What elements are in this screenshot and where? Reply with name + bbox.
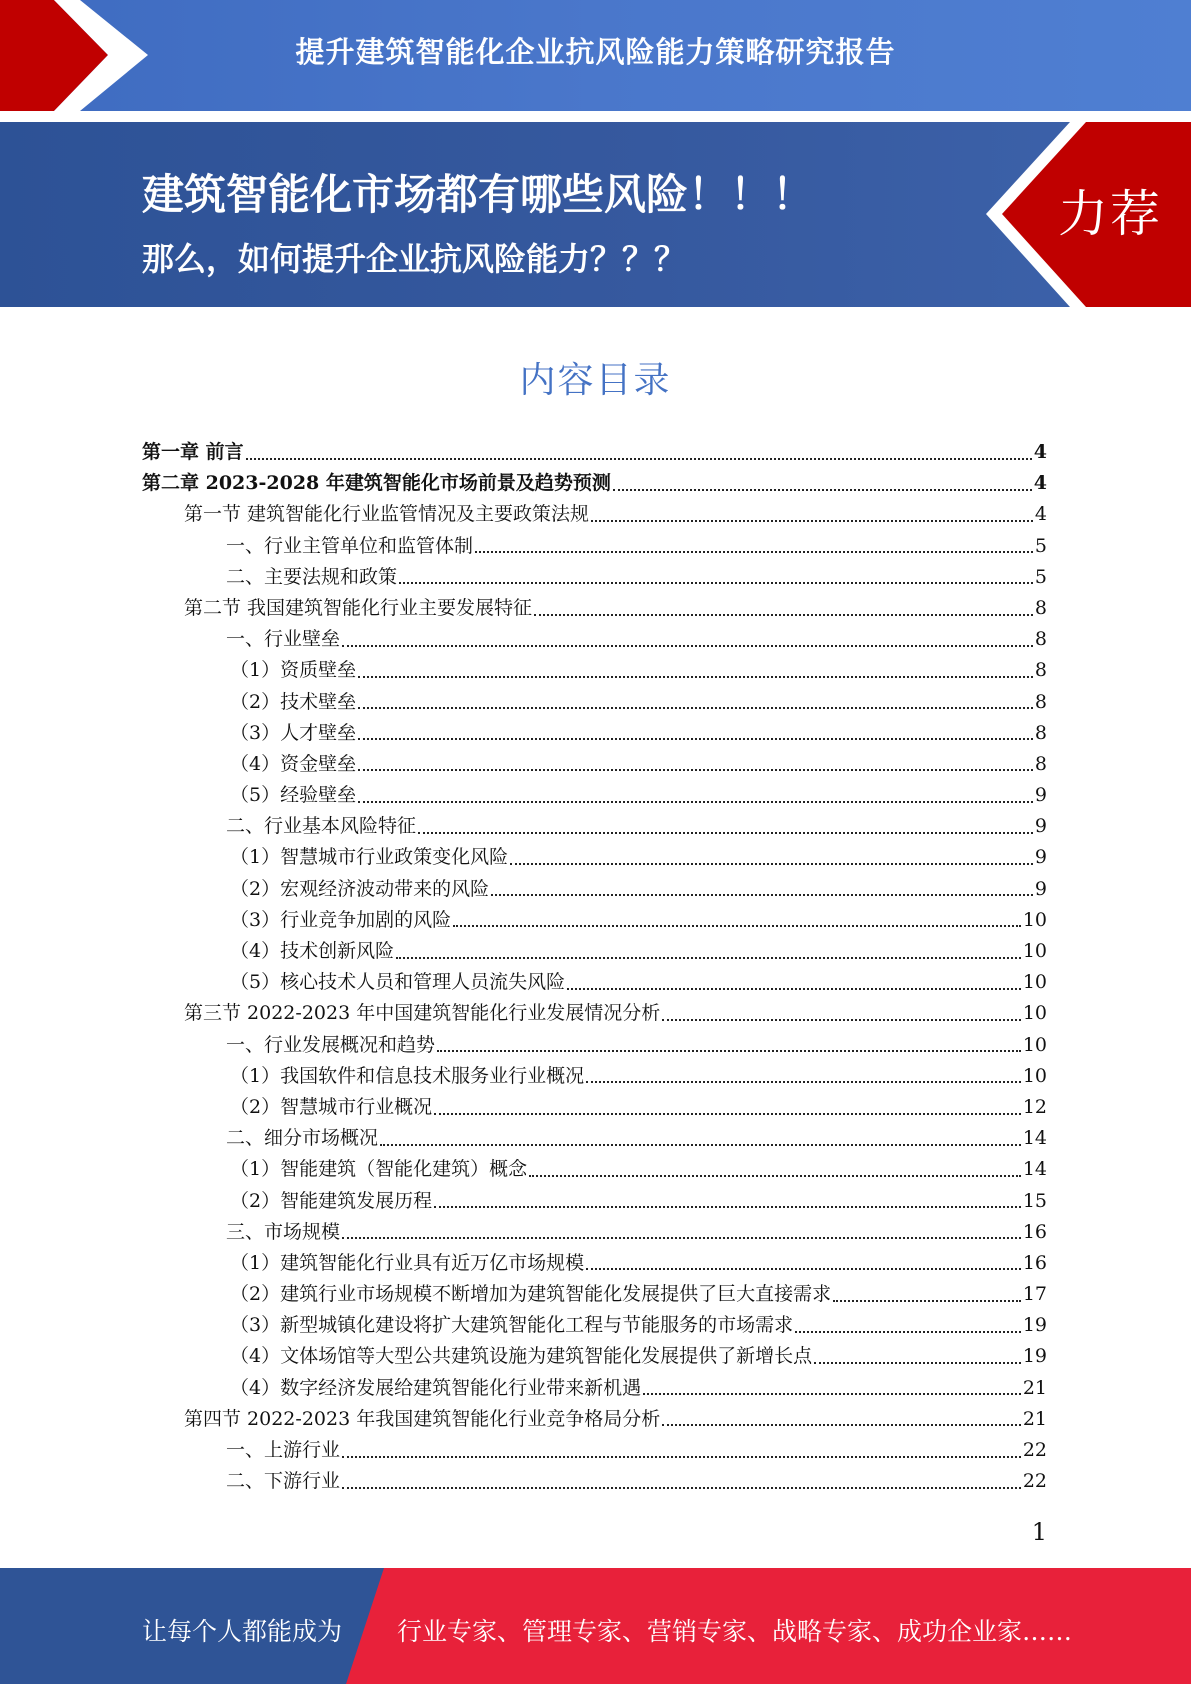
- toc-entry-page: 14: [1022, 1158, 1047, 1181]
- toc-entry[interactable]: [142, 842, 1047, 873]
- toc-entry-page: 4: [1034, 503, 1047, 526]
- toc-entry[interactable]: [142, 1279, 1047, 1310]
- toc-entry-title: 一、行业发展概况和趋势: [226, 1033, 436, 1056]
- toc-dot-leader: [591, 520, 1033, 522]
- toc-entry-page: 8: [1034, 721, 1047, 744]
- toc-dot-leader: [491, 894, 1033, 896]
- toc-entry[interactable]: [142, 1154, 1047, 1185]
- toc-entry-title: （1）我国软件和信息技术服务业行业概况: [230, 1064, 585, 1087]
- toc-entry[interactable]: [142, 655, 1047, 686]
- toc-title: 内容目录: [519, 360, 672, 401]
- toc-entry-page: 19: [1022, 1314, 1047, 1337]
- toc-entry-title: 二、细分市场概况: [226, 1127, 379, 1150]
- toc-dot-leader: [643, 1393, 1021, 1395]
- toc-entry[interactable]: [142, 1435, 1047, 1466]
- toc-entry-page: 9: [1034, 877, 1047, 900]
- toc-entry[interactable]: [142, 967, 1047, 998]
- toc-entry-page: 8: [1034, 690, 1047, 713]
- toc-entry-page: 21: [1022, 1376, 1047, 1399]
- toc-entry-title: 第二节 我国建筑智能化行业主要发展特征: [184, 596, 533, 619]
- banner-headline: 建筑智能化市场都有哪些风险！！！: [142, 170, 815, 219]
- toc-entry[interactable]: [142, 531, 1047, 562]
- toc-entry-title: （2）技术壁垒: [230, 690, 357, 713]
- toc-entry-page: 5: [1034, 534, 1047, 557]
- toc-entry[interactable]: [142, 1248, 1047, 1279]
- toc-dot-leader: [342, 1456, 1021, 1458]
- toc-entry[interactable]: [142, 1123, 1047, 1154]
- toc-dot-leader: [795, 1331, 1021, 1333]
- toc-dot-leader: [567, 988, 1021, 990]
- toc-entry[interactable]: [142, 749, 1047, 780]
- toc-dot-leader: [529, 1175, 1021, 1177]
- toc-entry-page: 10: [1022, 1064, 1047, 1087]
- toc-dot-leader: [586, 1081, 1021, 1083]
- toc-entry[interactable]: [142, 905, 1047, 936]
- table-of-contents: [142, 437, 1047, 1497]
- toc-entry[interactable]: [142, 593, 1047, 624]
- toc-entry[interactable]: [142, 998, 1047, 1029]
- toc-entry[interactable]: [142, 1061, 1047, 1092]
- toc-entry-title: （2）建筑行业市场规模不断增加为建筑智能化发展提供了巨大直接需求: [230, 1283, 832, 1306]
- toc-dot-leader: [396, 957, 1021, 959]
- toc-entry-title: 第四节 2022-2023 年我国建筑智能化行业竞争格局分析: [184, 1407, 661, 1430]
- toc-dot-leader: [342, 645, 1033, 647]
- footer-slogan-right: 行业专家、管理专家、营销专家、战略专家、成功企业家……: [397, 1617, 1073, 1646]
- toc-entry[interactable]: [142, 499, 1047, 530]
- toc-entry-page: 14: [1022, 1127, 1047, 1150]
- toc-entry[interactable]: [142, 780, 1047, 811]
- toc-entry-title: 第一章 前言: [142, 441, 244, 463]
- toc-entry-title: （5）经验壁垒: [230, 784, 357, 807]
- toc-entry-title: 三、市场规模: [226, 1220, 341, 1243]
- toc-entry-title: 一、行业壁垒: [226, 628, 341, 651]
- toc-dot-leader: [662, 1019, 1021, 1021]
- toc-entry-title: （2）智慧城市行业概况: [230, 1095, 433, 1118]
- toc-dot-leader: [358, 769, 1033, 771]
- toc-entry[interactable]: [142, 687, 1047, 718]
- toc-entry[interactable]: [142, 437, 1047, 468]
- toc-entry-title: 二、行业基本风险特征: [226, 815, 417, 838]
- toc-dot-leader: [613, 489, 1032, 491]
- toc-entry-page: 12: [1022, 1095, 1047, 1118]
- toc-dot-leader: [342, 1487, 1021, 1489]
- toc-entry-page: 5: [1034, 565, 1047, 588]
- toc-dot-leader: [662, 1424, 1021, 1426]
- toc-entry-page: 21: [1022, 1407, 1047, 1430]
- report-title: 提升建筑智能化企业抗风险能力策略研究报告: [295, 35, 896, 69]
- toc-dot-leader: [814, 1362, 1021, 1364]
- toc-dot-leader: [434, 1206, 1021, 1208]
- toc-dot-leader: [534, 614, 1033, 616]
- toc-entry[interactable]: [142, 874, 1047, 905]
- toc-dot-leader: [453, 925, 1021, 927]
- toc-dot-leader: [475, 551, 1033, 553]
- toc-entry-page: 10: [1022, 1002, 1047, 1025]
- toc-entry-page: 17: [1022, 1283, 1047, 1306]
- toc-entry-page: 10: [1022, 908, 1047, 931]
- banner-subheadline: 那么，如何提升企业抗风险能力？？？: [142, 240, 687, 278]
- toc-entry-page: 8: [1034, 659, 1047, 682]
- toc-entry[interactable]: [142, 1404, 1047, 1435]
- toc-entry-title: 第三节 2022-2023 年中国建筑智能化行业发展情况分析: [184, 1002, 661, 1025]
- toc-entry-page: 4: [1033, 441, 1047, 463]
- toc-dot-leader: [380, 1144, 1021, 1146]
- toc-entry-title: 一、行业主管单位和监管体制: [226, 534, 474, 557]
- toc-entry-page: 22: [1022, 1439, 1047, 1461]
- toc-dot-leader: [358, 738, 1033, 740]
- toc-entry[interactable]: [142, 1092, 1047, 1123]
- toc-dot-leader: [358, 676, 1033, 678]
- toc-entry-title: （1）智能建筑（智能化建筑）概念: [230, 1158, 528, 1181]
- recommend-badge: 力荐: [1058, 185, 1162, 243]
- toc-dot-leader: [358, 801, 1033, 803]
- toc-entry-title: 第二章 2023-2028 年建筑智能化市场前景及趋势预测: [142, 472, 611, 495]
- toc-entry[interactable]: [142, 1341, 1047, 1372]
- toc-entry-page: 4: [1033, 472, 1047, 495]
- toc-entry-title: （3）新型城镇化建设将扩大建筑智能化工程与节能服务的市场需求: [230, 1314, 794, 1337]
- toc-entry-page: 9: [1034, 815, 1047, 838]
- slogan-footer: [0, 1568, 1191, 1684]
- toc-entry-page: 8: [1034, 628, 1047, 651]
- report-header-bar: [0, 0, 1191, 111]
- footer-slogan-left: 让每个人都能成为: [142, 1617, 343, 1646]
- toc-entry-title: （2）宏观经济波动带来的风险: [230, 877, 490, 900]
- toc-entry[interactable]: [142, 1310, 1047, 1341]
- toc-entry[interactable]: [142, 1217, 1047, 1248]
- toc-entry[interactable]: [142, 1186, 1047, 1217]
- toc-entry-title: （4）数字经济发展给建筑智能化行业带来新机遇: [230, 1376, 642, 1399]
- toc-entry-page: 19: [1022, 1345, 1047, 1368]
- toc-dot-leader: [342, 1237, 1021, 1239]
- toc-entry[interactable]: [142, 811, 1047, 842]
- toc-entry-title: （3）人才壁垒: [230, 721, 357, 744]
- toc-entry[interactable]: [142, 468, 1047, 499]
- toc-entry-title: 一、上游行业: [226, 1439, 341, 1461]
- toc-entry-page: 8: [1034, 596, 1047, 619]
- promo-banner: [0, 122, 1191, 307]
- toc-entry[interactable]: [142, 718, 1047, 749]
- toc-dot-leader: [418, 832, 1033, 834]
- toc-entry[interactable]: [142, 1030, 1047, 1061]
- toc-entry[interactable]: [142, 1373, 1047, 1404]
- toc-entry-title: （1）资质壁垒: [230, 659, 357, 682]
- toc-entry-title: （5）核心技术人员和管理人员流失风险: [230, 971, 566, 994]
- toc-entry[interactable]: [142, 1466, 1047, 1497]
- toc-entry[interactable]: [142, 562, 1047, 593]
- toc-entry-title: 二、主要法规和政策: [226, 565, 398, 588]
- toc-entry-title: （1）建筑智能化行业具有近万亿市场规模: [230, 1251, 585, 1274]
- page-number: 1: [1031, 1518, 1047, 1546]
- toc-entry-page: 22: [1022, 1470, 1047, 1493]
- toc-entry-title: （4）文体场馆等大型公共建筑设施为建筑智能化发展提供了新增长点: [230, 1345, 813, 1368]
- toc-dot-leader: [246, 458, 1032, 460]
- toc-entry[interactable]: [142, 936, 1047, 967]
- toc-dot-leader: [399, 582, 1033, 584]
- toc-entry-page: 15: [1022, 1189, 1047, 1212]
- toc-entry-page: 10: [1022, 940, 1047, 962]
- toc-entry-title: （2）智能建筑发展历程: [230, 1189, 433, 1212]
- toc-entry-page: 8: [1034, 752, 1047, 775]
- toc-entry-title: （3）行业竞争加剧的风险: [230, 908, 452, 931]
- toc-entry-title: （4）技术创新风险: [230, 940, 395, 962]
- toc-entry-title: 二、下游行业: [226, 1470, 341, 1493]
- toc-entry-title: （1）智慧城市行业政策变化风险: [230, 846, 509, 869]
- toc-dot-leader: [510, 863, 1033, 865]
- toc-entry-title: 第一节 建筑智能化行业监管情况及主要政策法规: [184, 503, 590, 526]
- toc-entry-page: 16: [1022, 1251, 1047, 1274]
- toc-dot-leader: [358, 707, 1033, 709]
- toc-entry-page: 9: [1034, 846, 1047, 869]
- toc-dot-leader: [434, 1113, 1021, 1115]
- toc-entry-title: （4）资金壁垒: [230, 752, 357, 775]
- toc-entry-page: 10: [1022, 971, 1047, 994]
- toc-entry-page: 9: [1034, 784, 1047, 807]
- toc-dot-leader: [437, 1050, 1021, 1052]
- toc-entry-page: 10: [1022, 1033, 1047, 1056]
- toc-entry-page: 16: [1022, 1220, 1047, 1243]
- toc-dot-leader: [833, 1300, 1021, 1302]
- toc-entry[interactable]: [142, 624, 1047, 655]
- toc-dot-leader: [586, 1268, 1021, 1270]
